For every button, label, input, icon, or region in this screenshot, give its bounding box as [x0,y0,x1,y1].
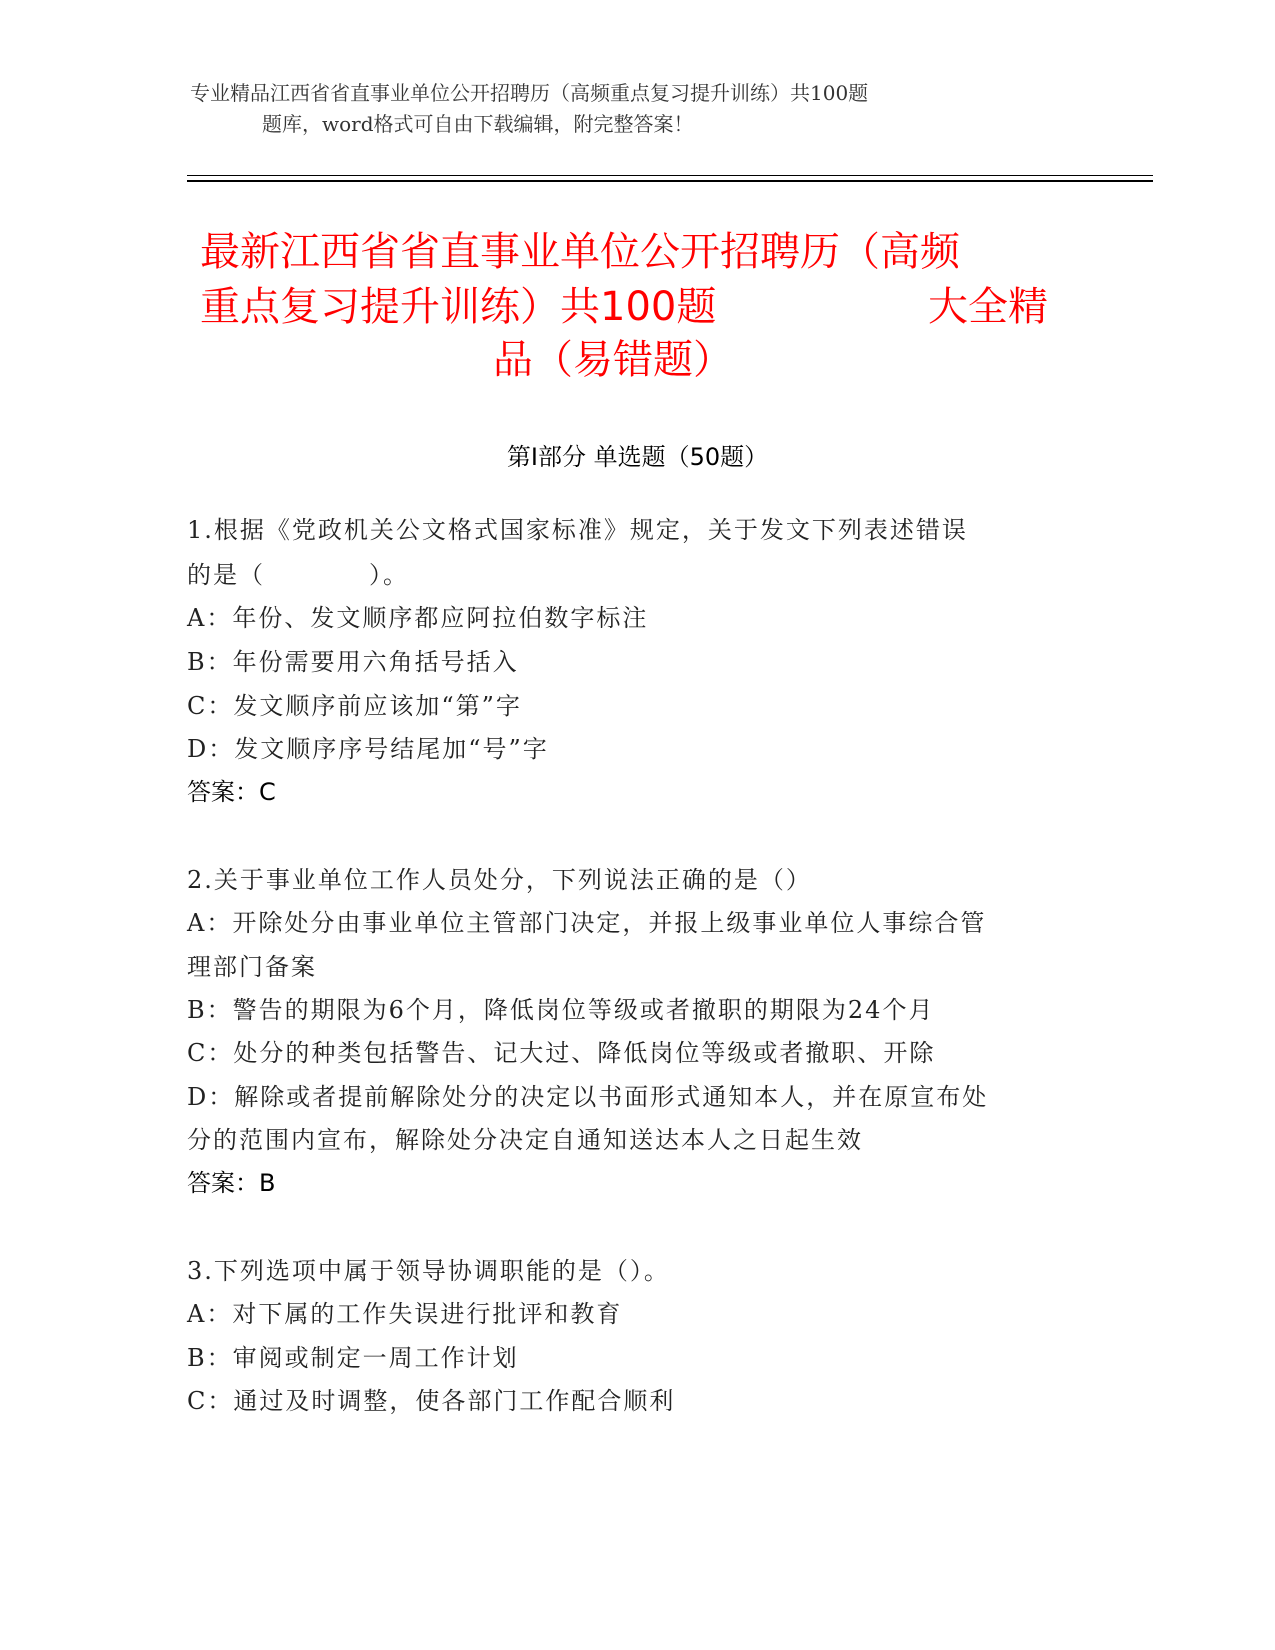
section-heading: 第Ⅰ部分 单选题（50题） [506,443,769,471]
q3-option-c: C：通过及时调整，使各部门工作配合顺利 [187,1387,676,1415]
header-divider-thick [187,180,1153,182]
q2-option-d-line-2: 分的范围内宣布，解除处分决定自通知送达本人之日起生效 [187,1126,863,1154]
q3-stem: 3.下列选项中属于领导协调职能的是（）。 [187,1257,670,1285]
title-line-2-right: 大全精 [928,284,1048,330]
q2-stem: 2.关于事业单位工作人员处分，下列说法正确的是（） [187,866,812,894]
q1-stem-line-1: 1.根据《党政机关公文格式国家标准》规定，关于发文下列表述错误 [187,516,968,544]
title-line-3: 品（易错题） [493,337,733,383]
q1-option-a: A：年份、发文顺序都应阿拉伯数字标注 [187,604,649,632]
header-divider-thin [187,175,1153,176]
q1-option-b: B：年份需要用六角括号括入 [187,648,519,676]
q1-option-c: C：发文顺序前应该加“第”字 [187,692,522,720]
q2-option-d-line-1: D：解除或者提前解除处分的决定以书面形式通知本人，并在原宣布处 [187,1083,989,1111]
header-line-2: 题库，word格式可自由下载编辑，附完整答案！ [262,112,694,136]
q2-option-a-line-1: A：开除处分由事业单位主管部门决定，并报上级事业单位人事综合管 [187,909,987,937]
q2-answer: 答案：B [187,1169,276,1197]
title-line-2-left: 重点复习提升训练）共100题 [200,284,717,330]
q1-answer: 答案：C [187,778,276,806]
q2-option-c: C：处分的种类包括警告、记大过、降低岗位等级或者撤职、开除 [187,1039,936,1067]
title-line-1: 最新江西省省直事业单位公开招聘历（高频 [200,229,960,275]
title-line-2 [200,280,1080,335]
q2-option-b: B：警告的期限为6个月，降低岗位等级或者撤职的期限为24个月 [187,996,935,1024]
q3-option-a: A：对下属的工作失误进行批评和教育 [187,1300,623,1328]
q1-stem-line-2: 的是（ ）。 [187,561,409,589]
header-line-1: 专业精品江西省省直事业单位公开招聘历（高频重点复习提升训练）共100题 [190,81,869,105]
q3-option-b: B：审阅或制定一周工作计划 [187,1344,519,1372]
q2-option-a-line-2: 理部门备案 [187,953,317,981]
q1-option-d: D：发文顺序序号结尾加“号”字 [187,735,549,763]
